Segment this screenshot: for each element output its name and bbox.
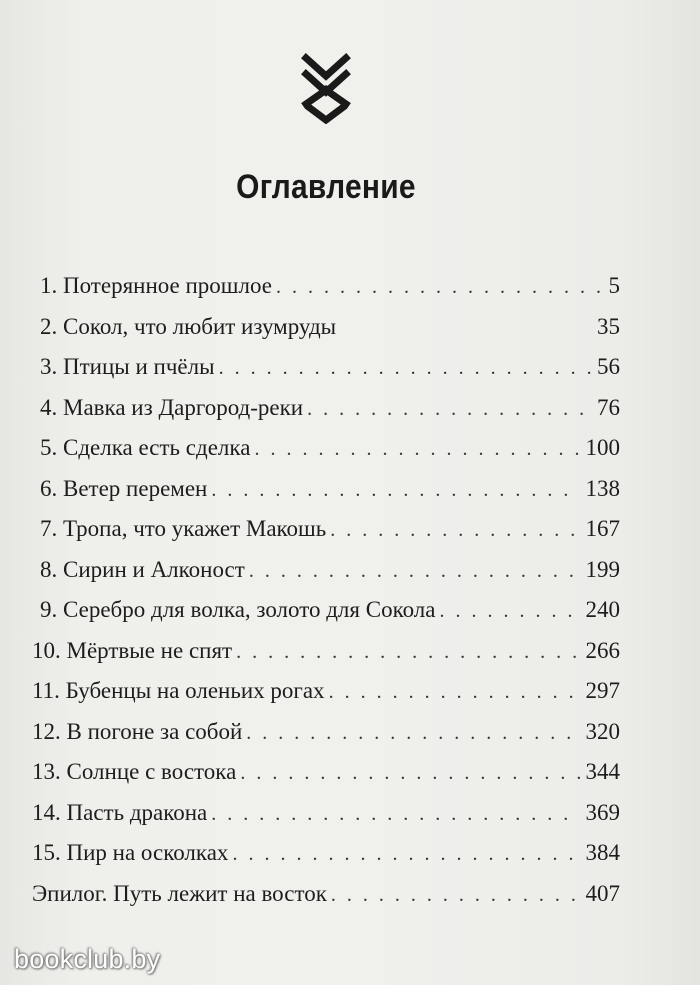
page-title: Оглавление xyxy=(236,168,416,206)
toc-entry xyxy=(32,833,620,873)
toc-entry-page: 138 xyxy=(585,475,620,501)
ornament-icon xyxy=(296,52,356,124)
toc-leader-dots xyxy=(276,267,603,307)
toc-entry-title: 11. Бубенцы на оленьих рогах xyxy=(32,678,325,703)
toc-entry xyxy=(40,347,620,387)
toc-entry-title: 9. Серебро для волка, золото для Сокола xyxy=(40,597,436,622)
toc-entry-title: 8. Сирин и Алконост xyxy=(40,556,245,582)
toc-entry-page: 5 xyxy=(608,273,620,298)
toc-entry xyxy=(32,671,620,711)
toc-entry-title: 1. Потерянное прошлое xyxy=(40,273,272,298)
toc-entry-page: 266 xyxy=(585,637,620,663)
toc-entry-title: Эпилог. Путь лежит на восток xyxy=(32,880,327,906)
toc-entry-page: 100 xyxy=(585,435,620,460)
toc-entry xyxy=(32,752,620,792)
toc-entry-page: 369 xyxy=(585,799,620,825)
toc-entry xyxy=(32,631,620,671)
toc-entry-page: 297 xyxy=(585,678,620,703)
toc-leader-dots xyxy=(254,429,579,469)
toc-entry-page: 199 xyxy=(585,556,620,582)
toc-leader-dots xyxy=(232,834,579,874)
toc-entry-page: 320 xyxy=(585,718,620,744)
toc-entry xyxy=(40,469,620,509)
toc-entry-page: 344 xyxy=(585,759,620,784)
toc-leader-dots xyxy=(330,510,579,550)
toc-leader-dots xyxy=(439,591,579,631)
toc-entry xyxy=(40,509,620,549)
toc-entry-page: 76 xyxy=(597,394,620,420)
toc-entry-page: 56 xyxy=(597,354,620,379)
toc-entry-title: 3. Птицы и пчёлы xyxy=(40,354,215,379)
toc-entry-page: 240 xyxy=(585,597,620,622)
toc-entry xyxy=(32,874,620,914)
toc-entry-title: 14. Пасть дракона xyxy=(32,799,208,825)
site-watermark: bookclub.by xyxy=(14,944,161,974)
toc-entry-title: 5. Сделка есть сделка xyxy=(40,435,251,460)
toc-entry xyxy=(32,793,620,833)
toc-entry-title: 13. Солнце с востока xyxy=(32,759,237,784)
toc-leader-dots xyxy=(246,713,579,753)
toc-entry-page: 167 xyxy=(585,516,620,541)
toc-entry xyxy=(40,266,620,306)
toc-leader-dots xyxy=(219,348,591,388)
toc-leader-dots xyxy=(236,632,579,672)
toc-entry-title: 15. Пир на осколках xyxy=(32,840,229,865)
toc-leader-dots xyxy=(211,794,579,834)
toc-entry xyxy=(40,307,620,347)
toc-leader-dots xyxy=(249,551,580,591)
toc-entry-title: 10. Мёртвые не спят xyxy=(32,637,233,663)
toc-entry-title: 2. Сокол, что любит изумруды xyxy=(40,313,337,339)
toc-entry-title: 7. Тропа, что укажет Макошь xyxy=(40,516,327,541)
toc-entry xyxy=(40,388,620,428)
toc-entry-page: 35 xyxy=(597,313,620,339)
toc-leader-dots xyxy=(240,753,579,793)
toc-entry-title: 6. Ветер перемен xyxy=(40,475,208,501)
toc-entry xyxy=(40,590,620,630)
toc-entry-title: 4. Мавка из Даргород-реки xyxy=(40,394,304,420)
toc-entry xyxy=(40,550,620,590)
toc-entry-page: 407 xyxy=(585,880,620,906)
toc-entry-page: 384 xyxy=(585,840,620,865)
toc-leader-dots xyxy=(307,389,591,429)
toc-leader-dots xyxy=(329,672,580,712)
toc-entry xyxy=(32,712,620,752)
toc-leader-dots xyxy=(331,875,580,915)
toc-entry-title: 12. В погоне за собой xyxy=(32,718,243,744)
toc-entry xyxy=(40,428,620,468)
toc-leader-dots xyxy=(211,470,579,510)
